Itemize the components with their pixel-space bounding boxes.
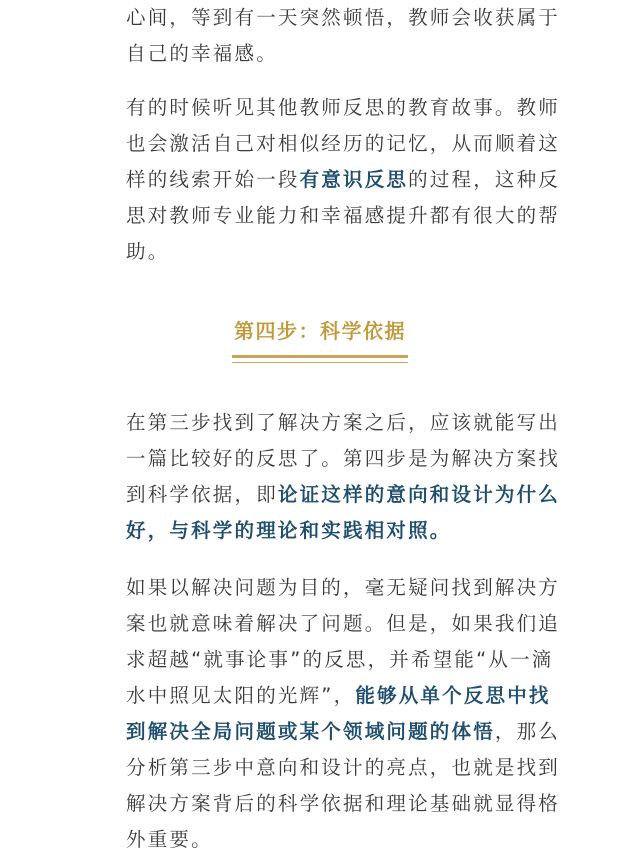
text-line bbox=[126, 477, 561, 513]
text-segment: 助。 bbox=[126, 240, 170, 263]
text-segment: 也会激活自己对相似经历的记忆，从而顺着这 bbox=[126, 132, 561, 155]
paragraph-3 bbox=[126, 405, 561, 549]
text-line bbox=[126, 126, 561, 162]
text-segment: 解决方案背后的科学依据和理论基础就显得格 bbox=[126, 792, 561, 815]
highlighted-text: 论证这样的意向和设计为什么 bbox=[277, 483, 561, 506]
text-line bbox=[126, 750, 561, 786]
highlighted-text: 有意识反思 bbox=[299, 168, 409, 191]
text-segment: 案也就意味着解决了问题。但是，如果我们追 bbox=[126, 612, 561, 635]
text-segment: 在第三步找到了解决方案之后，应该就能写出 bbox=[126, 411, 561, 434]
text-segment: 一篇比较好的反思了。第四步是为解决方案找 bbox=[126, 447, 561, 470]
text-segment: 如果以解决问题为目的，毫无疑问找到解决方 bbox=[126, 576, 561, 599]
highlighted-text: 能够从单个反思中找 bbox=[355, 684, 551, 707]
text-segment: 求超越“就事论事”的反思，并希望能“从一滴 bbox=[126, 648, 554, 671]
text-segment: 到科学依据，即 bbox=[126, 483, 278, 506]
text-segment: 思对教师专业能力和幸福感提升都有很大的帮 bbox=[126, 204, 561, 227]
text-line bbox=[126, 234, 518, 270]
paragraph-1 bbox=[126, 0, 561, 72]
text-segment: 心间，等到有一天突然顿悟，教师会收获属于 bbox=[126, 6, 561, 29]
text-line bbox=[126, 513, 518, 549]
text-line bbox=[126, 405, 561, 441]
text-line bbox=[126, 786, 561, 822]
text-line bbox=[126, 36, 518, 72]
text-segment: 样的线索开始一段 bbox=[126, 168, 300, 191]
highlighted-text: 到解决全局问题或某个领域问题的体悟 bbox=[126, 720, 495, 743]
text-segment: 的过程，这种反 bbox=[408, 168, 561, 191]
text-segment: ，那么 bbox=[494, 720, 561, 743]
text-segment: 水中照见太阳的光辉”， bbox=[126, 684, 356, 707]
paragraph-4 bbox=[126, 570, 561, 858]
text-segment: 分析第三步中意向和设计的亮点，也就是找到 bbox=[126, 756, 561, 779]
text-segment: 有的时候听见其他教师反思的教育故事。教师 bbox=[126, 96, 561, 119]
text-line bbox=[126, 90, 561, 126]
section-heading-container bbox=[0, 316, 640, 346]
text-line bbox=[126, 714, 561, 750]
text-line bbox=[126, 642, 554, 678]
section-heading: 第四步：科学依据 bbox=[234, 319, 406, 343]
text-line bbox=[126, 198, 561, 234]
text-line bbox=[126, 162, 561, 198]
highlighted-text: 好，与科学的理论和实践相对照。 bbox=[126, 519, 452, 542]
heading-underline-thick bbox=[232, 355, 408, 358]
text-line bbox=[126, 0, 561, 36]
heading-underline-thin bbox=[232, 362, 408, 363]
text-line bbox=[126, 441, 561, 477]
text-segment: 外重要。 bbox=[126, 828, 213, 851]
text-segment: 自己的幸福感。 bbox=[126, 42, 278, 65]
paragraph-2 bbox=[126, 90, 561, 270]
text-line bbox=[126, 678, 551, 714]
text-line bbox=[126, 570, 561, 606]
text-line bbox=[126, 606, 561, 642]
